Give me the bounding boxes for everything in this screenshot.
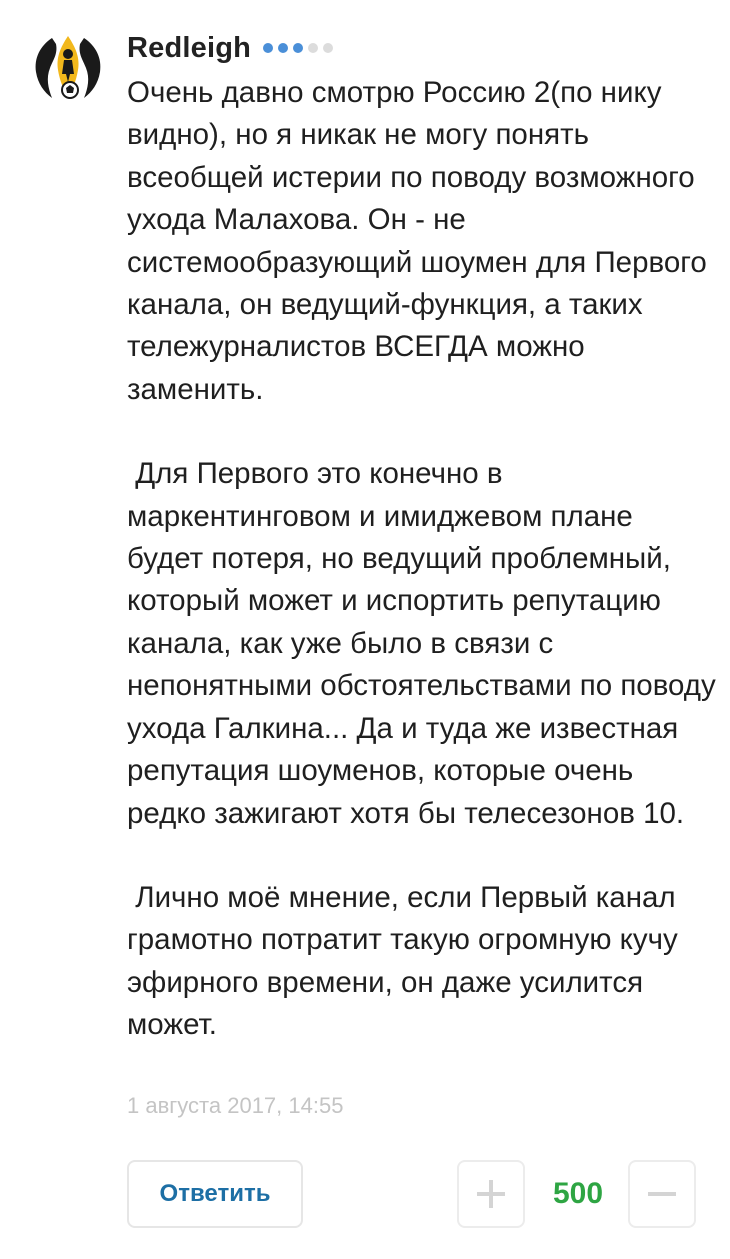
downvote-button[interactable] xyxy=(628,1160,696,1228)
upvote-button[interactable] xyxy=(457,1160,525,1228)
comment-timestamp[interactable]: 1 августа 2017, 14:55 xyxy=(127,1093,344,1118)
rating-dot-empty xyxy=(323,43,333,53)
reply-button[interactable]: Ответить xyxy=(127,1160,303,1228)
rating-dot-empty xyxy=(308,43,318,53)
minus-icon xyxy=(645,1177,679,1211)
comment-paragraph: Лично моё мнение, если Первый канал грамотно потратит такую огромную кучу эфирного времени, он даже усилится может. xyxy=(127,880,686,1042)
football-player-logo-icon xyxy=(30,32,106,108)
author-name[interactable]: Redleigh xyxy=(127,31,252,64)
comment-paragraph: Для Первого это конечно в маркентинговом и имиджевом плане будет потеря, но ведущий проблемный, который может и испортить репутацию канала, как уже было в связи с непонятными обстоятельствами по поводу ухода Галкина... Да и туда же известная репутация шоуменов, которые очень редко зажигают хотя бы телесезонов 10. xyxy=(127,457,724,830)
comment-paragraph: Очень давно смотрю Россию 2(по нику видно), но я никак не могу понять всеобщей истерии по поводу возможного ухода Малахова. Он - не системообразующий шоумен для Первого канала, он ведущий-функция, а таких тележурналистов ВСЕГДА можно заменить. xyxy=(127,76,715,406)
plus-icon xyxy=(474,1177,508,1211)
vote-score: 500 xyxy=(552,1177,604,1210)
avatar[interactable] xyxy=(30,32,106,108)
rating-dot-filled xyxy=(278,43,288,53)
comment-header xyxy=(127,28,333,68)
rating-dot-filled xyxy=(293,43,303,53)
author-rating xyxy=(263,43,333,53)
rating-dot-filled xyxy=(263,43,273,53)
comment-body xyxy=(127,72,724,1047)
